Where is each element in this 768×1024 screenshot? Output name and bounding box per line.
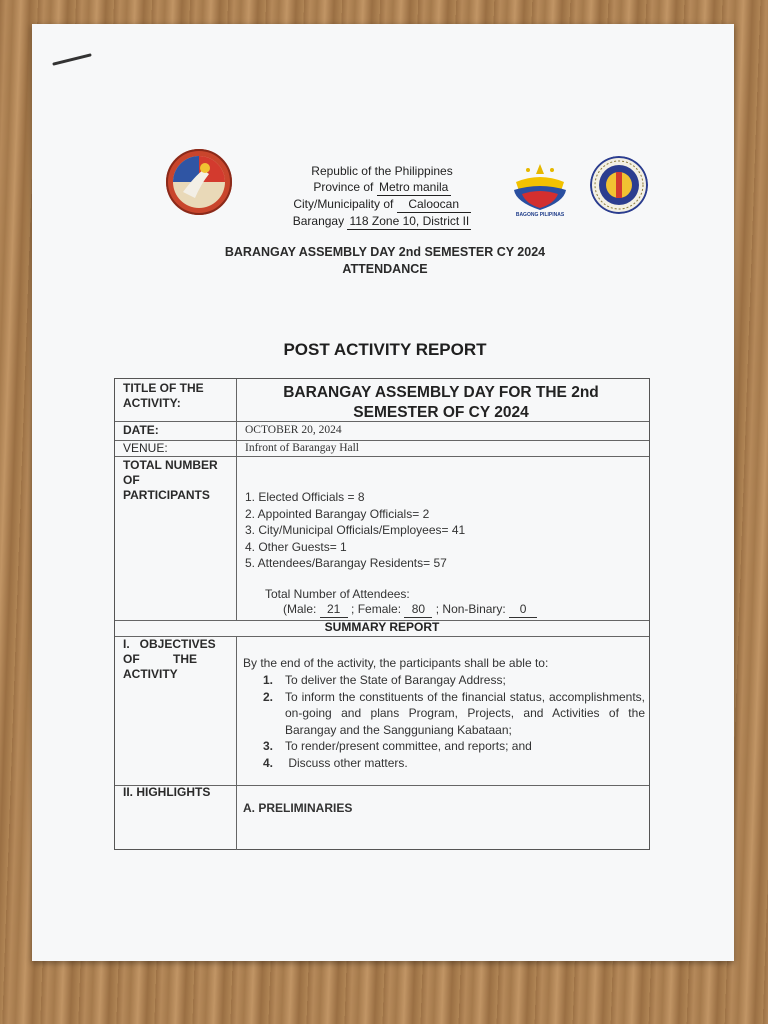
activity-title	[241, 383, 641, 423]
bagong-pilipinas-logo-icon	[508, 160, 572, 224]
female-label: ; Female:	[351, 602, 402, 616]
gender-breakdown	[283, 602, 537, 618]
title-label-line: TITLE OF THE	[123, 381, 204, 395]
activity-title-line: BARANGAY ASSEMBLY DAY FOR THE 2nd	[283, 384, 599, 401]
province-label: Province of	[313, 180, 374, 194]
objectives-intro: By the end of the activity, the participants shall be able to:	[243, 656, 549, 670]
objective-text: To inform the constituents of the financial status, accomplishments, on-going and plans Program, Projects, and Activities of the Barangay and the Sangguniang Kabataan;	[285, 689, 645, 737]
column-divider	[236, 379, 237, 620]
objective-text: To deliver the State of Barangay Address;	[285, 673, 506, 687]
participants-label-line: TOTAL NUMBER	[123, 458, 218, 472]
objective-text: Discuss other matters.	[285, 755, 408, 770]
column-divider	[236, 636, 237, 850]
male-label: (Male:	[283, 602, 317, 616]
city-label: City/Municipality of	[293, 197, 394, 211]
barangay-line	[262, 213, 502, 230]
bagong-pilipinas-label: BAGONG PILIPINAS	[515, 212, 565, 218]
report-table	[114, 378, 650, 850]
participants-label-line: OF	[123, 473, 140, 487]
document-title-line: BARANGAY ASSEMBLY DAY 2nd SEMESTER CY 2024	[224, 245, 546, 259]
participant-item: 4. Other Guests= 1	[245, 539, 347, 554]
objective-text: To render/present committee, and reports; and	[285, 739, 532, 753]
attendee-totals	[265, 587, 537, 618]
participants-list	[245, 489, 465, 572]
row-divider	[115, 440, 649, 441]
participant-item: 5. Attendees/Barangay Residents= 57	[245, 556, 447, 570]
objectives-label-line: ACTIVITY	[123, 667, 178, 681]
province-line	[262, 179, 502, 196]
male-count: 21	[320, 602, 348, 618]
objectives-list	[263, 672, 645, 771]
activity-title-line: SEMESTER OF CY 2024	[353, 404, 529, 421]
objective-number: 2.	[263, 689, 274, 704]
objective-item	[263, 755, 645, 772]
letterhead	[262, 163, 502, 230]
summary-report-heading: SUMMARY REPORT	[324, 620, 440, 634]
title-label	[123, 381, 204, 411]
objective-item	[263, 689, 645, 739]
government-seal-icon	[590, 156, 648, 214]
document-subtitle-line: ATTENDANCE	[342, 262, 428, 276]
participant-item: 1. Elected Officials = 8	[245, 490, 365, 504]
province-value: Metro manila	[377, 179, 451, 196]
participants-label	[123, 458, 218, 503]
participant-item: 3. City/Municipal Officials/Employees= 41	[245, 523, 466, 537]
date-value: OCTOBER 20, 2024	[245, 424, 342, 436]
objectives-label-line: OF THE	[123, 652, 198, 666]
title-label-line: ACTIVITY:	[123, 396, 181, 410]
barangay-value: 118 Zone 10, District II	[349, 214, 470, 228]
participants-label-line: PARTICIPANTS	[123, 488, 210, 502]
objective-item	[263, 672, 645, 689]
country-line: Republic of the Philippines	[311, 164, 453, 178]
highlights-label: II. HIGHLIGHTS	[123, 785, 211, 799]
female-count: 80	[404, 602, 432, 618]
total-attendees-label: Total Number of Attendees:	[265, 587, 410, 601]
city-line	[262, 196, 502, 213]
objective-number: 4.	[263, 755, 274, 770]
objective-number: 1.	[263, 673, 274, 687]
report-title: POST ACTIVITY REPORT	[283, 340, 487, 359]
objectives-label	[123, 637, 216, 682]
venue-value: Infront of Barangay Hall	[245, 442, 360, 454]
date-label: DATE:	[123, 423, 159, 437]
row-divider	[115, 456, 649, 457]
participant-item: 2. Appointed Barangay Officials= 2	[245, 506, 430, 521]
objectives-label-line: I. OBJECTIVES	[123, 637, 216, 651]
nonbinary-label: ; Non-Binary:	[435, 602, 506, 616]
venue-label: VENUE:	[123, 441, 168, 455]
preliminaries-heading: A. PRELIMINARIES	[243, 801, 353, 815]
barangay-seal-icon	[165, 148, 233, 216]
barangay-label: Barangay	[292, 214, 345, 228]
city-value: Caloocan	[397, 196, 471, 213]
objective-item	[263, 738, 645, 755]
nonbinary-count: 0	[509, 602, 537, 618]
document-title	[150, 244, 620, 278]
objective-number: 3.	[263, 739, 274, 753]
